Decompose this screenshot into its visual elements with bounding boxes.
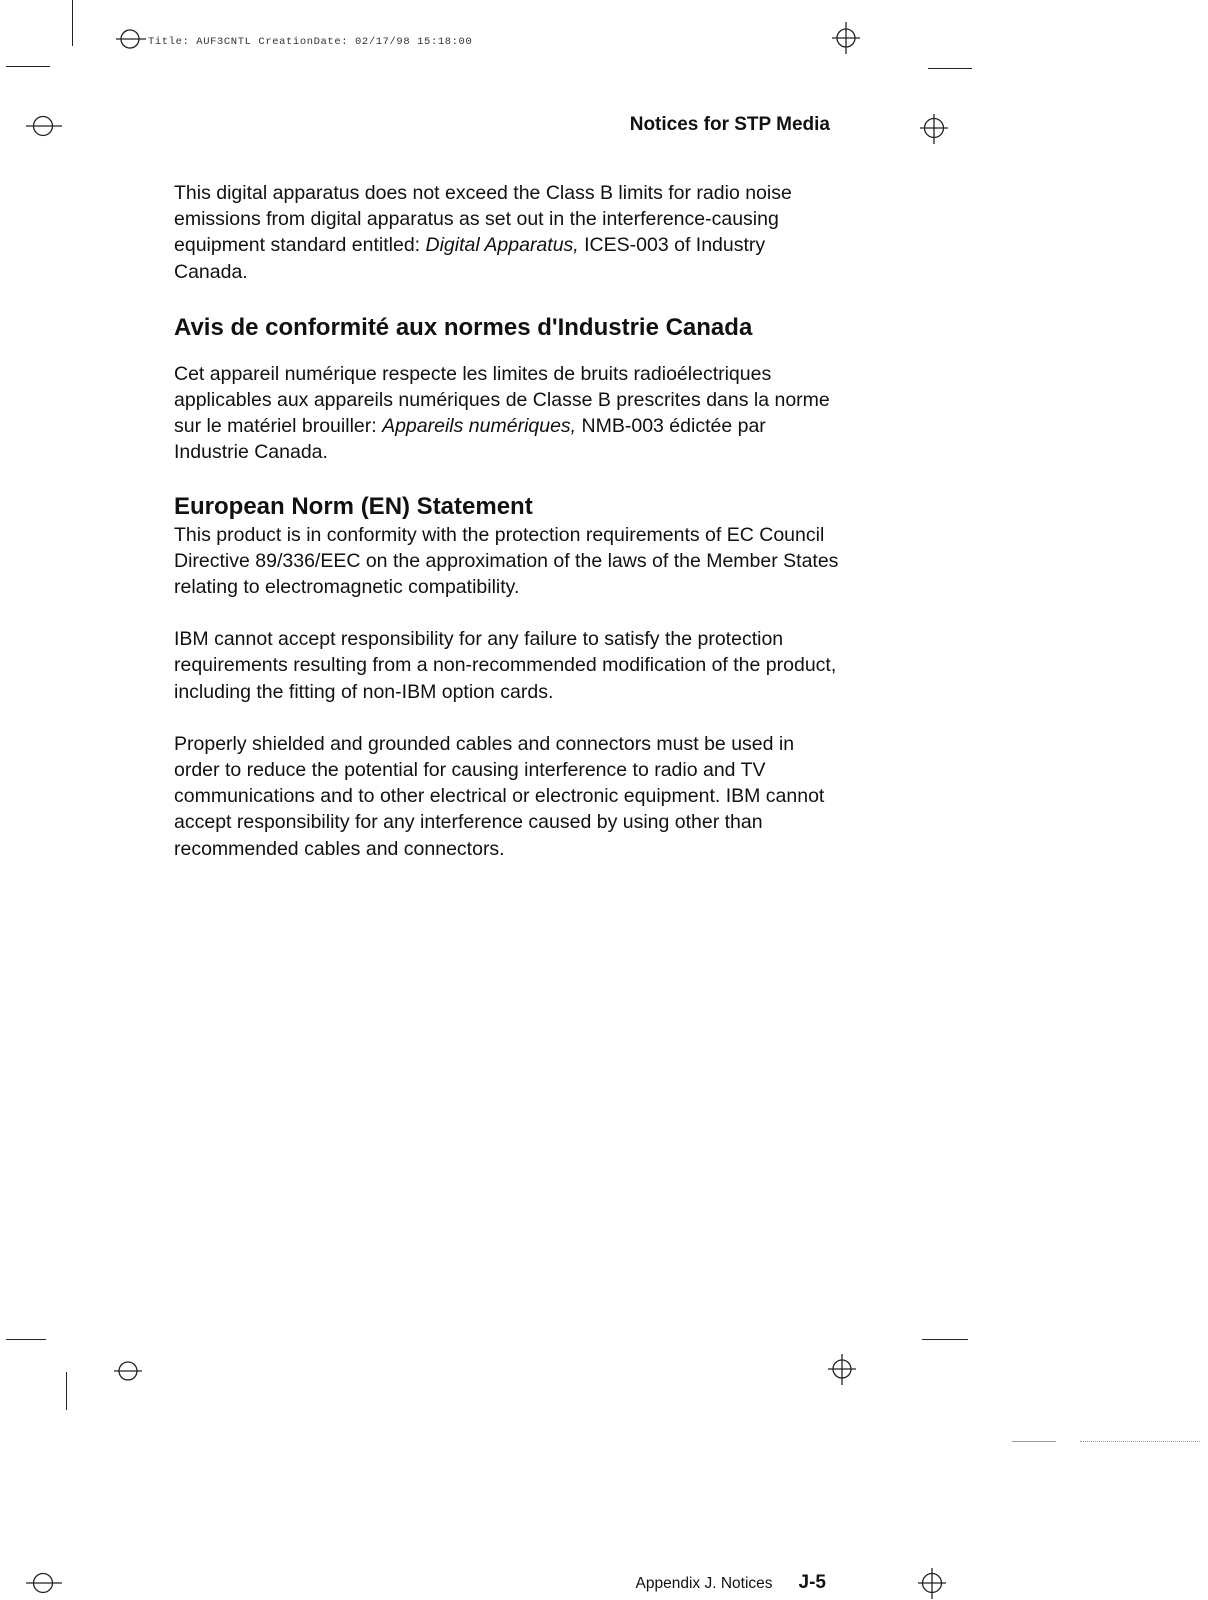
crop-mark-horizontal-bottom-right bbox=[922, 1339, 968, 1340]
scan-artifact-line bbox=[1012, 1441, 1056, 1442]
intro-italic-title: Digital Apparatus, bbox=[425, 234, 579, 257]
crop-mark-horizontal-top-right bbox=[928, 68, 972, 69]
paragraph-intro bbox=[174, 180, 844, 285]
registration-mark-icon bbox=[24, 1570, 66, 1596]
avis-text: Cet appareil numérique respecte les limites de bruits radioélectriques applicables aux appareils numériques de Classe B prescrites dans la norme sur le matériel brouiller: bbox=[174, 362, 830, 438]
heading-european-norm: European Norm (EN) Statement bbox=[174, 492, 533, 520]
registration-mark-icon bbox=[116, 26, 150, 52]
page-content bbox=[174, 180, 844, 862]
page-number: J-5 bbox=[798, 1572, 826, 1593]
avis-italic-title: Appareils numériques, bbox=[382, 415, 577, 438]
paragraph-en-responsibility: IBM cannot accept responsibility for any failure to satisfy the protection requirements resulting from a non-recommended modification of the product, including the fitting of non-IBM option cards. bbox=[174, 628, 837, 703]
page-footer bbox=[636, 1572, 826, 1594]
scan-artifact-line bbox=[1080, 1441, 1200, 1442]
paragraph-en-conformity: This product is in conformity with the protection requirements of EC Council Directive 89/336/EEC on the approximation of the laws of the Member States relating to electromagnetic compatibility. bbox=[174, 523, 839, 599]
print-creation-line: Title: AUF3CNTL CreationDate: 02/17/98 15:18:00 bbox=[148, 36, 473, 48]
paragraph-en-cables: Properly shielded and grounded cables and connectors must be used in order to reduce the potential for causing interference to radio and TV communications and to other electrical or electronic equipment. IBM cannot accept responsibility for any interference caused by using other than recommended cables and connectors. bbox=[174, 732, 825, 860]
crop-mark-horizontal-top-left bbox=[6, 66, 50, 67]
crosshair-circle-icon bbox=[916, 1566, 948, 1600]
heading-avis: Avis de conformité aux normes d'Industrie Canada bbox=[174, 313, 753, 341]
avis-text-end: NMB-003 édictée par Industrie Canada. bbox=[174, 415, 766, 464]
crosshair-circle-icon bbox=[828, 1352, 858, 1386]
registration-mark-icon bbox=[24, 113, 66, 139]
crop-mark-vertical-top-left bbox=[72, 0, 73, 46]
crosshair-circle-icon bbox=[832, 22, 862, 56]
crosshair-circle-icon bbox=[918, 112, 950, 146]
intro-text: This digital apparatus does not exceed the Class B limits for radio noise emissions from digital apparatus as set out in the interference-causing equipment standard entitled: bbox=[174, 182, 792, 257]
paragraph-avis bbox=[174, 361, 844, 466]
running-head: Notices for STP Media bbox=[629, 114, 830, 135]
intro-text-end: ICES-003 of Industry Canada. bbox=[174, 234, 766, 283]
footer-label: Appendix J. Notices bbox=[635, 1575, 773, 1592]
registration-mark-icon bbox=[112, 1358, 146, 1384]
crop-mark-horizontal-bottom-left bbox=[6, 1339, 46, 1340]
crop-mark-vertical-bottom-left bbox=[66, 1372, 67, 1410]
